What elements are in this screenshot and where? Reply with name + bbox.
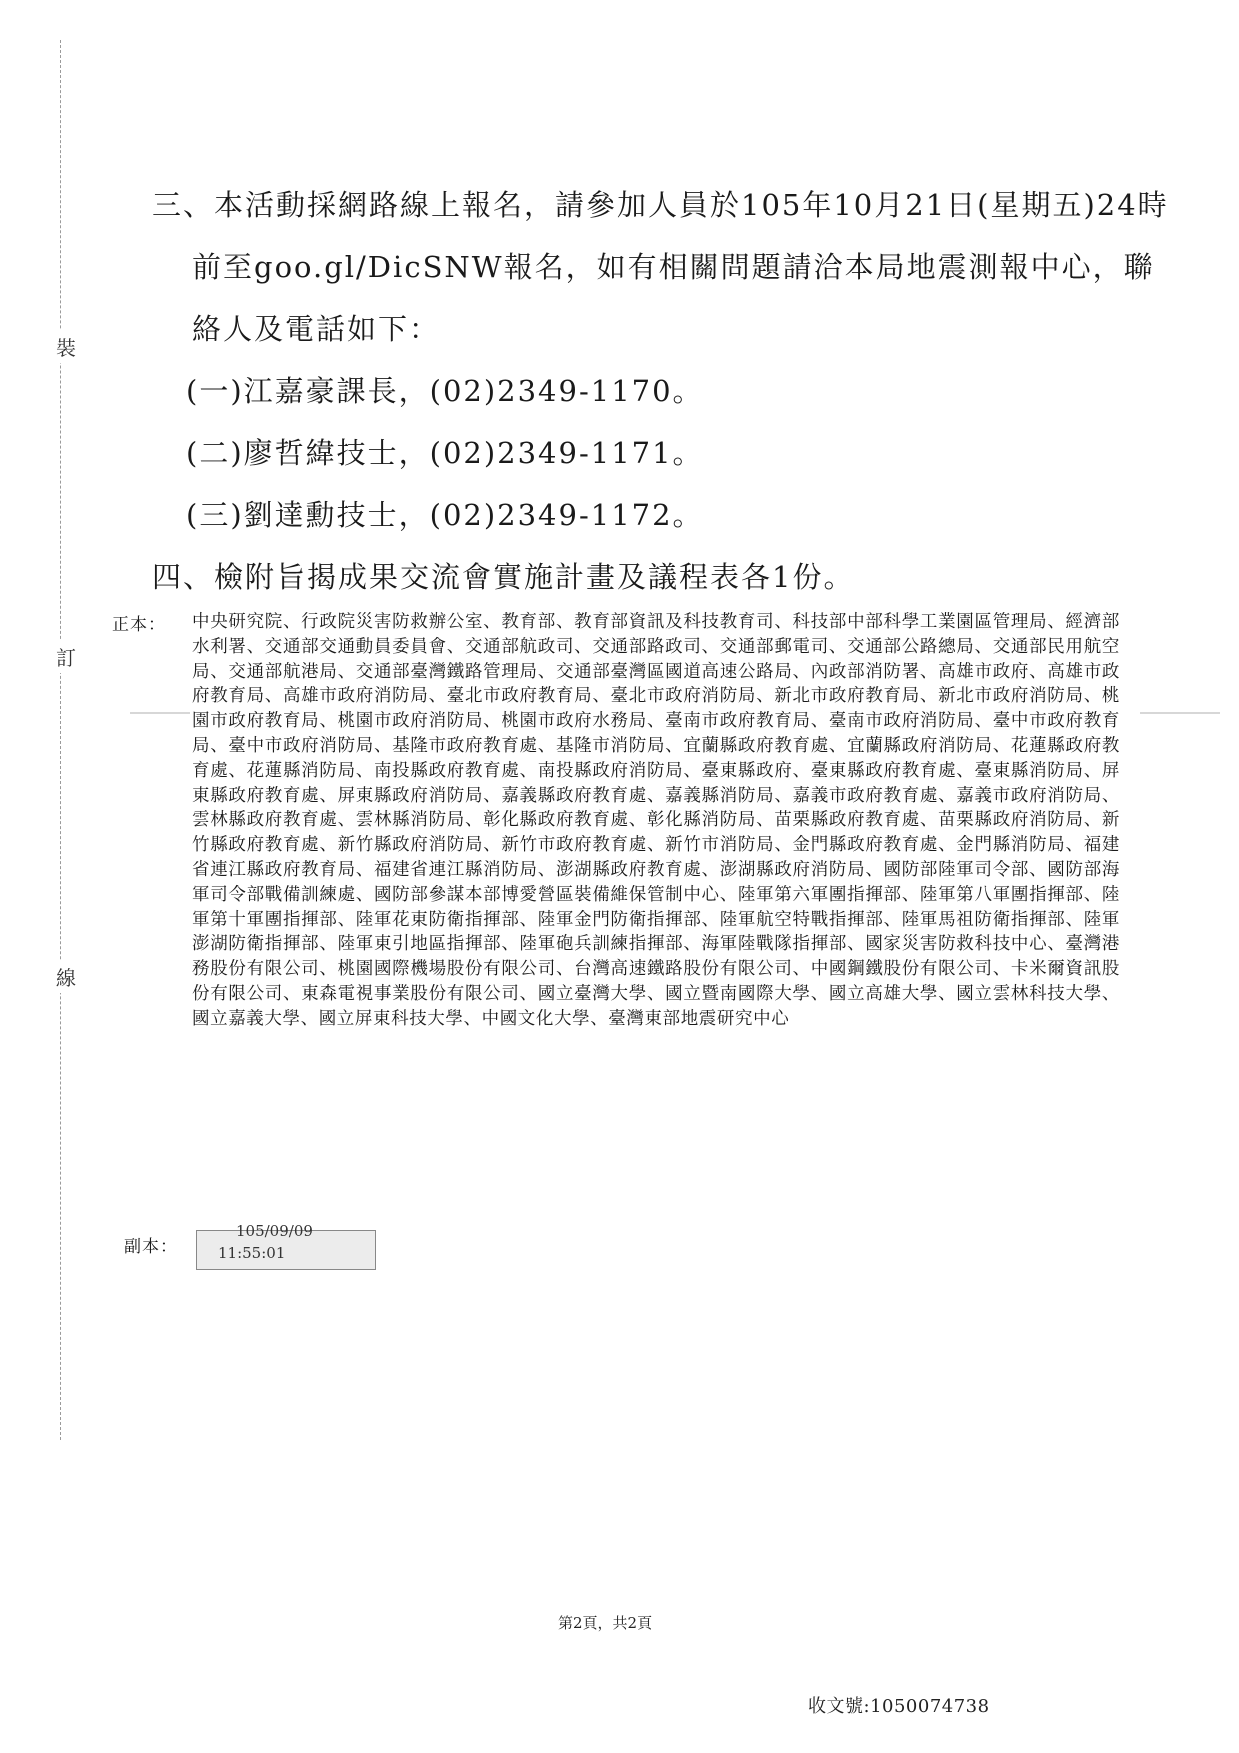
binding-char-zhuang: 裝	[56, 330, 76, 363]
item3-line2: 前至goo.gl/DicSNW報名，如有相關問題請洽本局地震測報中心，聯	[192, 250, 1155, 284]
copy-recipients-label: 副本：	[124, 1237, 178, 1257]
item3-line1: 三、本活動採網路線上報名，請參加人員於105年10月21日(星期五)24時	[152, 188, 1169, 222]
received-document-number: 收文號:1050074738	[808, 1696, 990, 1717]
stamp-date: 105/09/09	[236, 1222, 313, 1240]
item3-line3: 絡人及電話如下：	[192, 312, 441, 346]
binding-char-xian: 線	[56, 960, 76, 993]
contact-3: (三)劉達勳技士，(02)2349-1172。	[186, 498, 704, 532]
scan-mark-left	[130, 712, 190, 714]
scan-mark-right	[1140, 712, 1220, 714]
contact-1: (一)江嘉豪課長，(02)2349-1170。	[186, 374, 704, 408]
binding-char-ding: 訂	[56, 640, 76, 673]
contact-2: (二)廖哲緯技士，(02)2349-1171。	[186, 436, 704, 470]
main-recipients-label: 正本：	[112, 615, 166, 635]
item4: 四、檢附旨揭成果交流會實施計畫及議程表各1份。	[152, 560, 855, 594]
binding-dashed-line	[60, 40, 61, 1440]
stamp-time: 11:55:01	[218, 1244, 286, 1262]
page-number: 第2頁，共2頁	[558, 1614, 653, 1632]
main-recipients-list: 中央研究院、行政院災害防救辦公室、教育部、教育部資訊及科技教育司、科技部中部科學工業園區管理局、經濟部水利署、交通部交通動員委員會、交通部航政司、交通部路政司、交通部郵電司、交通部公路總局、交通部民用航空局、交通部航港局、交通部臺灣鐵路管理局、交通部臺灣區國道高速公路局、內政部消防署、高雄市政府、高雄市政府教育局、高雄市政府消防局、臺北市政府教育局、臺北市政府消防局、新北市政府教育局、新北市政府消防局、桃園市政府教育局、桃園市政府消防局、桃園市政府水務局、臺南市政府教育局、臺南市政府消防局、臺中市政府教育局、臺中市政府消防局、基隆市政府教育處、基隆市消防局、宜蘭縣政府教育處、宜蘭縣政府消防局、花蓮縣政府教育處、花蓮縣消防局、南投縣政府教育處、南投縣政府消防局、臺東縣政府、臺東縣政府教育處、臺東縣消防局、屏東縣政府教育處、屏東縣政府消防局、嘉義縣政府教育處、嘉義縣消防局、嘉義市政府教育處、嘉義市政府消防局、雲林縣政府教育處、雲林縣消防局、彰化縣政府教育處、彰化縣消防局、苗栗縣政府教育處、苗栗縣政府消防局、新竹縣政府教育處、新竹縣政府消防局、新竹市政府教育處、新竹市消防局、金門縣政府教育處、金門縣消防局、福建省連江縣政府教育局、福建省連江縣消防局、澎湖縣政府教育處、澎湖縣政府消防局、國防部陸軍司令部、國防部海軍司令部戰備訓練處、國防部參謀本部博愛營區裝備維保管制中心、陸軍第六軍團指揮部、陸軍第八軍團指揮部、陸軍第十軍團指揮部、陸軍花東防衛指揮部、陸軍金門防衛指揮部、陸軍航空特戰指揮部、陸軍馬祖防衛指揮部、陸軍澎湖防衛指揮部、陸軍東引地區指揮部、陸軍砲兵訓練指揮部、海軍陸戰隊指揮部、國家災害防救科技中心、臺灣港務股份有限公司、桃園國際機場股份有限公司、台灣高速鐵路股份有限公司、中國鋼鐵股份有限公司、卡米爾資訊股份有限公司、東森電視事業股份有限公司、國立臺灣大學、國立暨南國際大學、國立高雄大學、國立雲林科技大學、國立嘉義大學、國立屏東科技大學、中國文化大學、臺灣東部地震研究中心	[192, 612, 1120, 1029]
